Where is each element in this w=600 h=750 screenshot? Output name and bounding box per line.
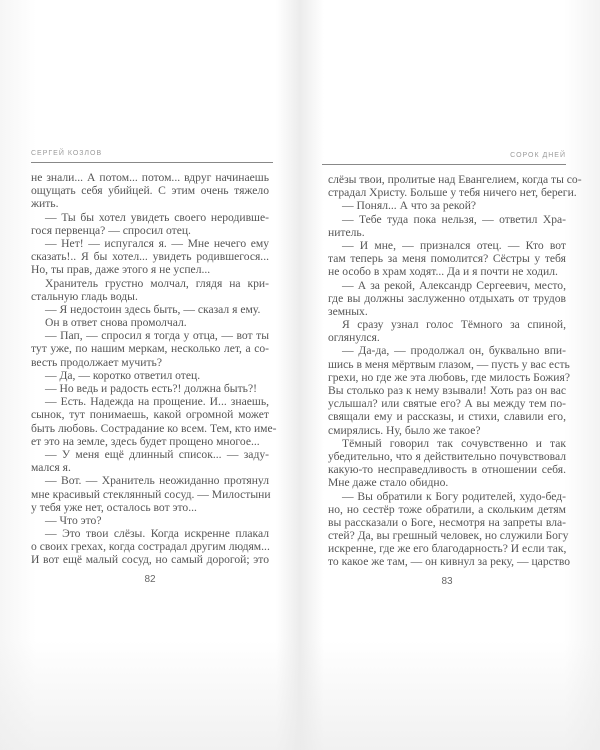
text-line: — Я недостоин здесь быть, — сказал я ему. bbox=[45, 302, 261, 316]
text-line: — И мне, — признался отец. — Кто вот bbox=[342, 238, 566, 252]
text-line: сказать!.. Я бы хотел... увидеть родившегося... bbox=[31, 250, 269, 264]
text-line: сынок, тут понимаешь, какой огромной может bbox=[31, 408, 269, 422]
text-line: — Это твои слёзы. Когда искренне плакал bbox=[45, 527, 269, 541]
text-line: — Да-да, — продолжал он, буквально впи- bbox=[342, 344, 566, 358]
text-line: какую-то несправедливость в отношении себя. bbox=[328, 463, 566, 477]
text-line: где вы должны заслуженно отдыхать от трудов bbox=[328, 291, 566, 305]
text-line: стальную гладь воды. bbox=[31, 289, 138, 303]
text-line: Вы столько раз к нему взывали! Хоть раз он вас bbox=[328, 384, 566, 397]
text-line: нитель. bbox=[328, 225, 365, 239]
header-rule bbox=[31, 162, 273, 163]
text-line: И вот ещё малый сосуд, но самый дорогой; это bbox=[31, 553, 269, 567]
text-line: гося первенца? — спросил отец. bbox=[31, 223, 191, 237]
text-line: грехи, но где же эта любовь, где милость Божия? bbox=[328, 370, 570, 384]
text-line: Я сразу узнал голос Тёмного за спиной, bbox=[342, 318, 566, 332]
page-number: 83 bbox=[441, 575, 453, 587]
text-line: жить. bbox=[31, 197, 59, 211]
page-shadow bbox=[0, 640, 600, 750]
text-line: — Да, — коротко ответил отец. bbox=[45, 368, 201, 382]
page-body bbox=[328, 173, 582, 569]
running-head-author: СЕРГЕЙ КОЗЛОВ bbox=[31, 150, 103, 157]
text-line: но, но сестёр тоже обратили, а скольким детям bbox=[328, 502, 566, 516]
text-line: искренне, где же его благодарность? И если так, bbox=[328, 542, 567, 556]
text-line: — Пап, — спросил я тогда у отца, — вот ты bbox=[45, 329, 269, 343]
text-line: не особо в храм ходят... Да и я почти не ходил. bbox=[328, 265, 558, 279]
text-line: весть продолжает мучить? bbox=[31, 355, 162, 369]
text-line: у тебя уже нет, осталось вот это... bbox=[31, 500, 197, 514]
text-line: — Ты бы хотел увидеть своего неродивше- bbox=[45, 210, 269, 224]
text-line: слёзы твои, пролитые над Евангелием, когда ты со- bbox=[328, 173, 582, 186]
text-line: ет это на земле, здесь будет прощено многое... bbox=[31, 434, 260, 448]
page-number: 82 bbox=[144, 573, 156, 585]
text-line: земных. bbox=[328, 304, 368, 318]
text-line: — Вы обратили к Богу родителей, худо-бед- bbox=[342, 489, 566, 503]
text-line: Тёмный говорил так сочувственно и так bbox=[342, 436, 566, 450]
text-line: Но, ты прав, даже этого я не успел... bbox=[31, 263, 211, 277]
text-line: шись в меня мёртвым глазом, — пусть у вас есть bbox=[328, 357, 570, 371]
text-line: тут уже, по нашим меркам, несколько лет, а со- bbox=[31, 342, 269, 356]
text-line: убедительно, что я действительно почувствовал bbox=[328, 449, 566, 463]
text-line: — Вот. — Хранитель неожиданно протянул bbox=[45, 474, 269, 488]
text-line: мался я. bbox=[31, 461, 71, 475]
right-page bbox=[328, 152, 582, 587]
text-line: — А за рекой, Александр Сергеевич, место, bbox=[342, 278, 566, 292]
text-line: — Тебе туда пока нельзя, — ответил Хра- bbox=[342, 212, 566, 226]
page-body bbox=[31, 171, 277, 567]
text-line: — У меня ещё длинный список... — заду- bbox=[45, 447, 269, 461]
text-line: мне красивый стеклянный сосуд. — Милостыни bbox=[31, 487, 271, 501]
text-line: услышал? или святые его? А вы между тем по- bbox=[328, 397, 566, 411]
header-rule bbox=[322, 164, 566, 165]
text-line: то какое же там, — он кивнул за реку, — царство bbox=[328, 555, 571, 569]
text-line: — Есть. Надежда на прощение. И... знаешь, bbox=[45, 395, 269, 409]
text-line: смирялись. Ну, было же такое? bbox=[328, 423, 481, 437]
text-line: Хранитель грустно молчал, глядя на кри- bbox=[45, 276, 269, 290]
text-line: — Понял... А что за рекой? bbox=[342, 199, 477, 213]
text-line: не знали... А потом... потом... вдруг начинаешь bbox=[31, 171, 269, 184]
text-line: Мне даже стало обидно. bbox=[328, 476, 449, 490]
text-line: Он в ответ снова промолчал. bbox=[45, 316, 187, 330]
text-line: быть любовь. Сострадание ко всем. Тем, кто име- bbox=[31, 421, 277, 435]
text-line: — Что это? bbox=[45, 513, 102, 527]
text-line: о своих грехах, когда сострадал другим людям... bbox=[31, 540, 270, 554]
text-line: ощущать себя убийцей. С этим очень тяжело bbox=[31, 184, 269, 198]
text-line: вы рассказали о Боге, несмотря на запреты вла- bbox=[328, 515, 566, 529]
text-line: оглянулся. bbox=[328, 331, 380, 345]
text-line: свящали ему и рассказы, и стихи, славили его, bbox=[328, 410, 566, 424]
left-page bbox=[31, 150, 277, 585]
text-line: — Нет! — испугался я. — Мне нечего ему bbox=[45, 236, 269, 250]
text-line: страдал Христу. Больше у тебя ничего нет, береги. bbox=[328, 186, 577, 200]
text-line: стей? Да, вы грешный человек, но служили Богу bbox=[328, 529, 569, 543]
running-head-title: СОРОК ДНЕЙ bbox=[510, 152, 566, 159]
text-line: там теперь за меня помолится? Сёстры у тебя bbox=[328, 252, 566, 266]
text-line: — Но ведь и радость есть?! должна быть?! bbox=[45, 382, 257, 395]
